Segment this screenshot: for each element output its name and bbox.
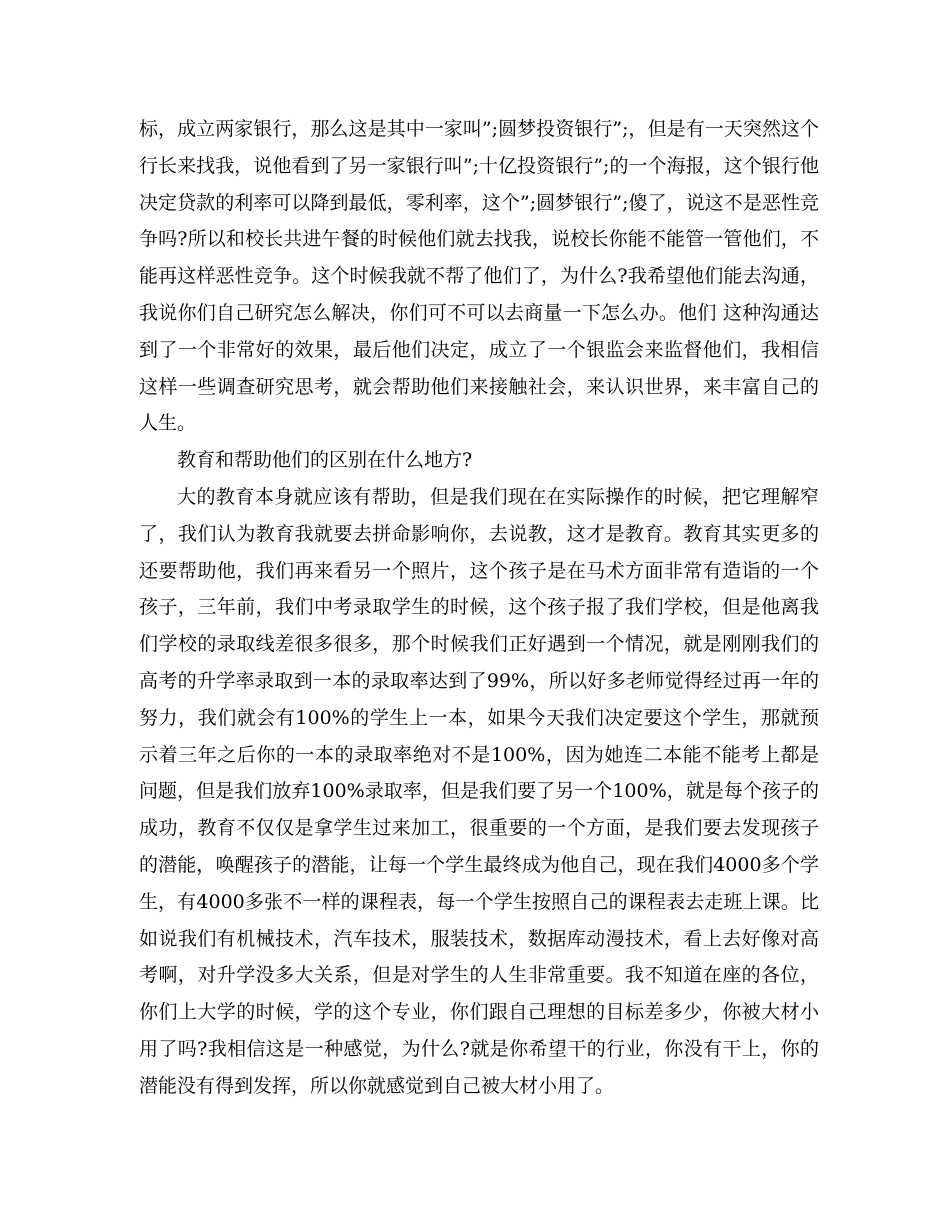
paragraph-continuation: 标，成立两家银行，那么这是其中一家叫”;圆梦投资银行”;，但是有一天突然这个行长来找我，说他看到了另一家银行叫”;十亿投资银行”;的一个海报，这个银行他决定贷款的利率可以降到最低，零利率，这个”;圆梦银行”;傻了，说这不是恶性竞争吗?所以和校长共进午餐的时候他们就去找我，说校长你能不能管一管他们，不能再这样恶性竞争。这个时候我就不帮了他们了，为什么?我希望他们能去沟通，我说你们自己研究怎么解决，你们可不可以去商量一下怎么办。他们 这种沟通达到了一个非常好的效果，最后他们决定，成立了一个银监会来监督他们，我相信这样一些调查研究思考，就会帮助他们来接触社会，来认识世界，来丰富自己的人生。 bbox=[139, 118, 819, 435]
paragraph-question: 教育和帮助他们的区别在什么地方? bbox=[177, 449, 473, 472]
paragraph-body: 大的教育本身就应该有帮助，但是我们现在在实际操作的时候，把它理解窄了，我们认为教育我就要去拼命影响你，去说教，这才是教育。教育其实更多的还要帮助他，我们再来看另一个照片，这个孩子是在马术方面非常有造诣的一个孩子，三年前，我们中考录取学生的时候，这个孩子报了我们学校，但是他离我们学校的录取线差很多很多，那个时候我们正好遇到一个情况，就是刚刚我们的高考的升学率录取到一本的录取率达到了99%，所以好多老师觉得经过再一年的努力，我们就会有100%的学生上一本，如果今天我们决定要这个学生，那就预示着三年之后你的一本的录取率绝对不是100%，因为她连二本能不能考上都是问题，但是我们放弃100%录取率，但是我们要了另一个100%，就是每个孩子的成功，教育不仅仅是拿学生过来加工，很重要的一个方面，是我们要去发现孩子的潜能，唤醒孩子的潜能，让每一个学生最终成为他自己，现在我们4000多个学生，有4000多张不一样的课程表，每一个学生按照自己的课程表去走班上课。比如说我们有机械技术，汽车技术，服装技术，数据库动漫技术，看上去好像对高考啊，对升学没多大关系，但是对学生的人生非常重要。我不知道在座的各位，你们上大学的时候，学的这个专业，你们跟自己理想的目标差多少，你被大材小用了吗?我相信这是一种感觉，为什么?就是你希望干的行业，你没有干上，你的潜能没有得到发挥，所以你就感觉到自己被大材小用了。 bbox=[139, 485, 819, 1097]
document-body bbox=[139, 111, 819, 1105]
